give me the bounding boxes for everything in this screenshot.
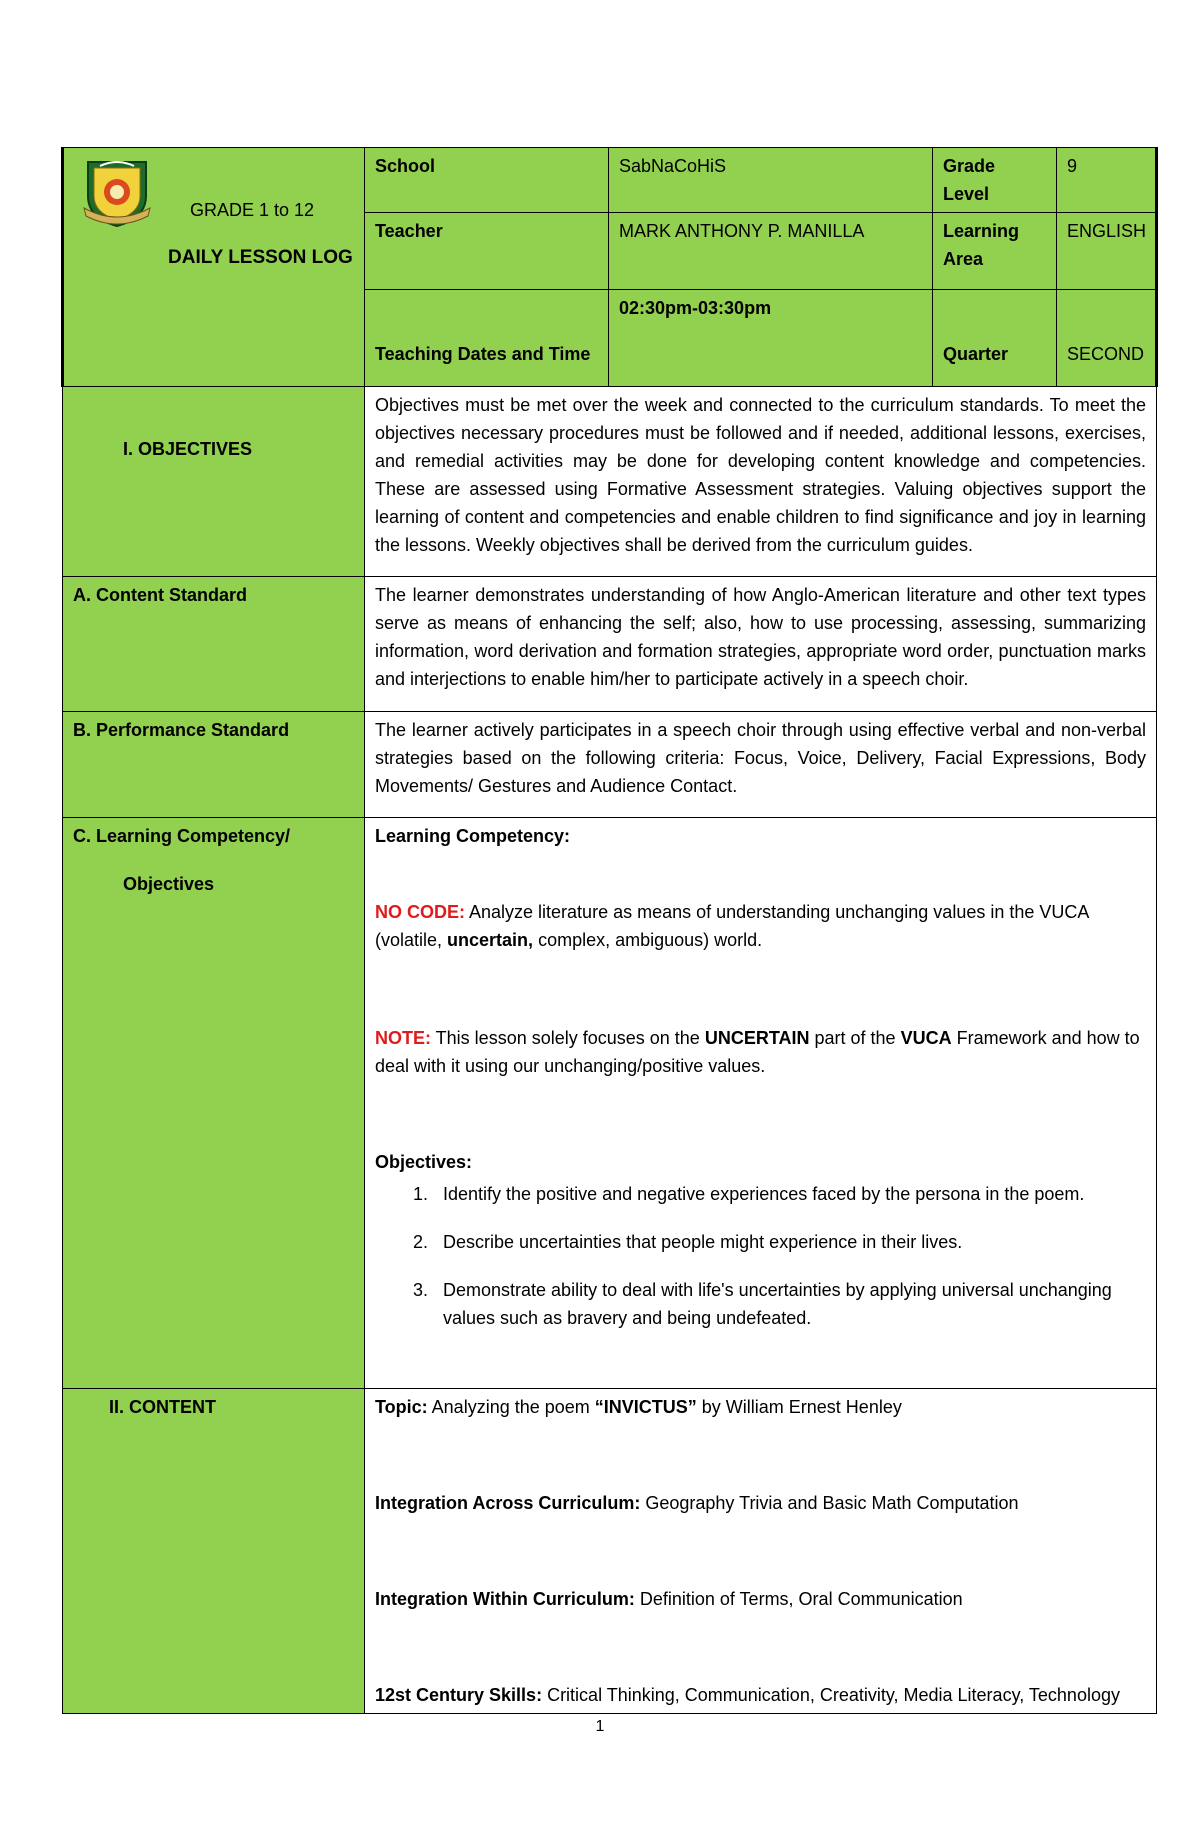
no-code-bold-word: uncertain, xyxy=(447,930,534,950)
century-skills-line xyxy=(375,1681,1146,1709)
learning-competency-heading: Learning Competency: xyxy=(375,826,571,846)
no-code-text: Analyze literature as means of understanding unchanging values in the VUCA (volatile, xyxy=(375,902,1089,950)
learning-competency-label: C. Learning Competency/ xyxy=(73,826,291,846)
list-item: 1. Identify the positive and negative experiences faced by the persona in the poem. xyxy=(433,1180,1146,1208)
content-standard-label: A. Content Standard xyxy=(63,577,365,712)
note-text: This lesson solely focuses on the xyxy=(431,1028,705,1048)
century-skills-label: 12st Century Skills: xyxy=(375,1685,543,1705)
objectives-label: I. OBJECTIVES xyxy=(63,387,365,577)
note-label: NOTE: xyxy=(375,1028,431,1048)
list-item: 3. Demonstrate ability to deal with life's uncertainties by applying universal unchanging values such as bravery and being undefeated. xyxy=(433,1276,1146,1332)
century-skills-text: Critical Thinking, Communication, Creativity, Media Literacy, Technology xyxy=(542,1685,1120,1705)
daily-lesson-log-title: DAILY LESSON LOG xyxy=(168,247,353,268)
teaching-dates-label: Teaching Dates and Time xyxy=(365,290,609,387)
integration-across-line xyxy=(375,1489,1146,1517)
grade-level-label: Grade Level xyxy=(933,148,1057,213)
topic-author: by William Ernest Henley xyxy=(696,1397,902,1417)
quarter-value: SECOND xyxy=(1057,290,1157,387)
content-cell xyxy=(365,1389,1157,1714)
topic-line xyxy=(375,1393,1146,1421)
quarter-label: Quarter xyxy=(933,290,1057,387)
note-bold-vuca: VUCA xyxy=(900,1028,952,1048)
page-number: 1 xyxy=(595,1718,605,1735)
daily-lesson-log-table xyxy=(61,147,1158,1714)
list-item: 2. Describe uncertainties that people might experience in their lives. xyxy=(433,1228,1146,1256)
objectives-list xyxy=(375,1180,1146,1332)
performance-standard-label: B. Performance Standard xyxy=(63,712,365,818)
topic-text: Analyzing the poem xyxy=(427,1397,595,1417)
content-standard-text: The learner demonstrates understanding of how Anglo-American literature and other text types serve as means of enhancing the self; also, how to use processing, assessing, summarizing information, word derivation and formation strategies, appropriate word order, punctuation marks and interjections to enable him/her to participate actively in a speech choir. xyxy=(365,577,1157,712)
objectives-sublabel: Objectives xyxy=(123,874,215,894)
note-text-mid: part of the xyxy=(809,1028,901,1048)
learning-competency-cell xyxy=(365,818,1157,1389)
integration-within-text: Definition of Terms, Oral Communication xyxy=(634,1589,963,1609)
objectives-list-heading: Objectives: xyxy=(375,1152,473,1172)
school-value: SabNaCoHiS xyxy=(609,148,933,213)
learning-area-value: ENGLISH xyxy=(1057,213,1157,290)
learning-competency-label-cell xyxy=(63,818,365,1389)
teacher-label: Teacher xyxy=(365,213,609,290)
learning-area-label: Learning Area xyxy=(933,213,1057,290)
grade-level-value: 9 xyxy=(1057,148,1157,213)
teaching-time-value: 02:30pm-03:30pm xyxy=(609,290,933,387)
integration-within-label: Integration Within Curriculum: xyxy=(375,1589,635,1609)
objectives-text: Objectives must be met over the week and connected to the curriculum standards. To meet the objectives necessary procedures must be followed and if needed, additional lessons, exercises, and remedial activities may be done for developing content knowledge and competencies. These are assessed using Formative Assessment strategies. Valuing objectives support the learning of content and competencies and enable children to find significance and joy in learning the lessons. Weekly objectives shall be derived from the curriculum guides. xyxy=(365,387,1157,577)
performance-standard-text: The learner actively participates in a speech choir through using effective verbal and non-verbal strategies based on the following criteria: Focus, Voice, Delivery, Facial Expressions, Body Movements/ Gestures and Audience Contact. xyxy=(365,712,1157,818)
header-title-cell xyxy=(63,148,365,387)
topic-label: Topic: xyxy=(375,1397,428,1417)
school-seal-icon xyxy=(80,156,154,230)
grade-range-label: GRADE 1 to 12 xyxy=(190,200,315,220)
topic-poem-title: “INVICTUS” xyxy=(594,1397,697,1417)
note-paragraph xyxy=(375,1024,1146,1080)
teacher-value: MARK ANTHONY P. MANILLA xyxy=(609,213,933,290)
no-code-label: NO CODE: xyxy=(375,902,465,922)
school-label: School xyxy=(365,148,609,213)
integration-within-line xyxy=(375,1585,1146,1613)
integration-across-label: Integration Across Curriculum: xyxy=(375,1493,641,1513)
note-text-end: Framework and how to deal with it using our unchanging/positive values. xyxy=(375,1028,1140,1076)
integration-across-text: Geography Trivia and Basic Math Computation xyxy=(640,1493,1019,1513)
no-code-paragraph xyxy=(375,898,1146,954)
note-bold-uncertain: UNCERTAIN xyxy=(704,1028,810,1048)
content-label: II. CONTENT xyxy=(63,1389,365,1714)
no-code-text-end: complex, ambiguous) world. xyxy=(533,930,763,950)
